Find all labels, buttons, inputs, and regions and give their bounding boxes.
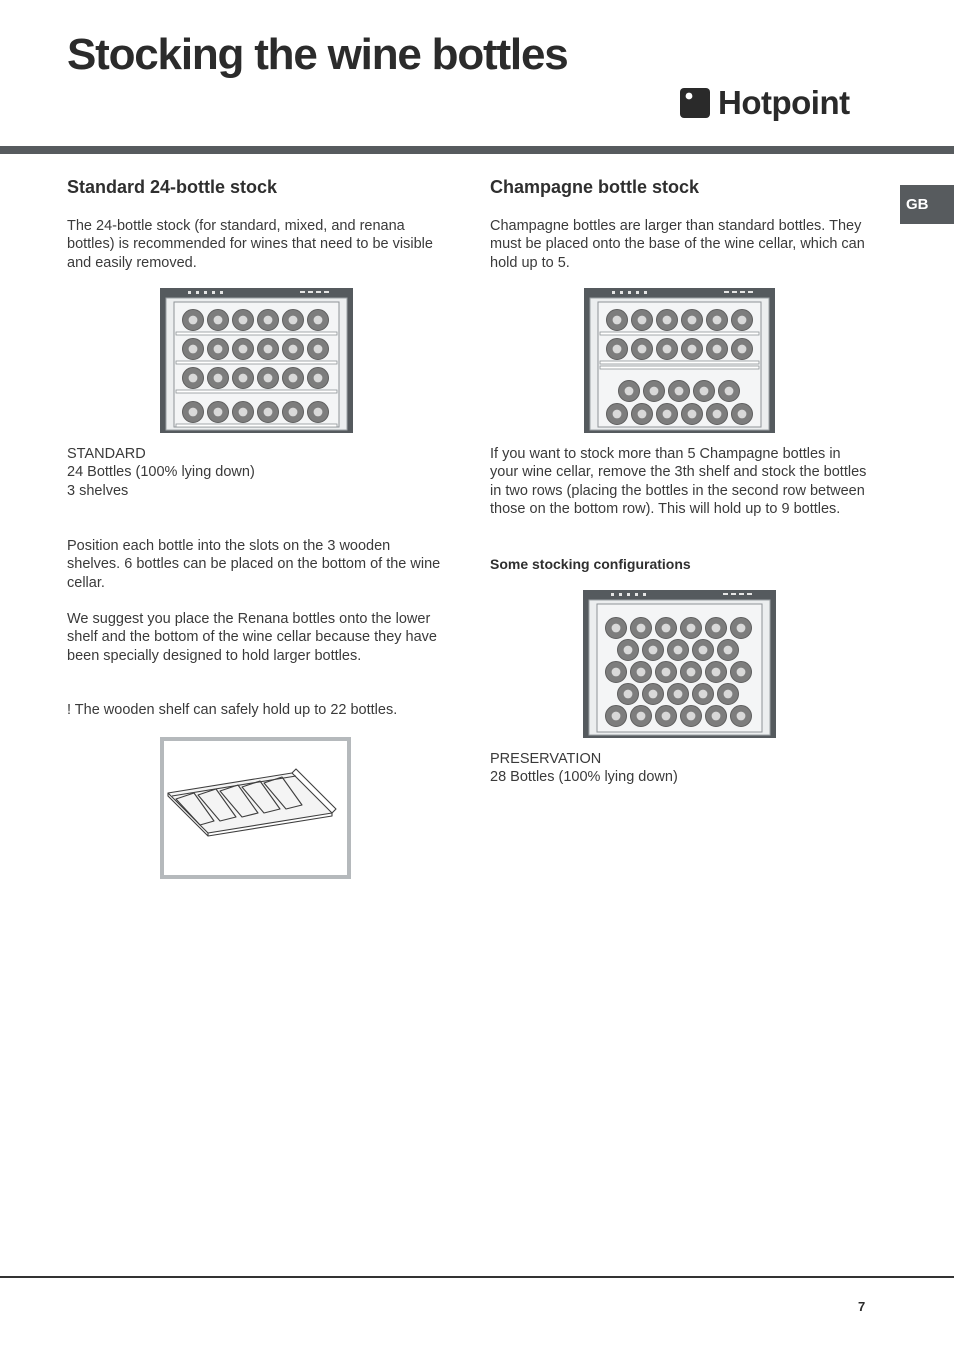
control-dot <box>731 593 736 595</box>
shelf-line <box>176 424 337 427</box>
bottle-neck <box>612 624 621 633</box>
preservation-figure-caption <box>490 750 678 787</box>
bottle-neck <box>675 387 684 396</box>
bottle-neck <box>687 712 696 721</box>
bottle-neck <box>612 712 621 721</box>
bottle-neck <box>738 316 747 325</box>
bottle-neck <box>688 410 697 419</box>
section-heading-standard: Standard 24-bottle stock <box>67 177 278 197</box>
bottle-neck <box>724 646 733 655</box>
bottle-neck <box>613 410 622 419</box>
bottle-neck <box>624 646 633 655</box>
bottle-neck <box>688 345 697 354</box>
bottle-neck <box>314 316 323 325</box>
wooden-shelf-figure <box>160 737 351 879</box>
bottle-neck <box>638 316 647 325</box>
bottle-neck <box>264 316 273 325</box>
bottle-neck <box>649 690 658 699</box>
bottle-neck <box>638 410 647 419</box>
bottle-neck <box>625 387 634 396</box>
caption-line: PRESERVATION <box>490 751 602 767</box>
page-number: 7 <box>858 1299 866 1314</box>
control-dot <box>643 593 646 596</box>
bottle-neck <box>637 668 646 677</box>
control-dot <box>723 593 728 595</box>
control-dot <box>747 593 752 595</box>
bottle-neck <box>638 345 647 354</box>
bottle-neck <box>289 316 298 325</box>
bottle-neck <box>713 316 722 325</box>
bottle-neck <box>662 712 671 721</box>
shelf-line <box>600 332 759 335</box>
bottle-neck <box>674 690 683 699</box>
bottle-neck <box>699 690 708 699</box>
bottle-neck <box>662 624 671 633</box>
bottle-neck <box>674 646 683 655</box>
control-dot <box>620 291 623 294</box>
bottle-neck <box>239 345 248 354</box>
bottle-neck <box>189 345 198 354</box>
language-tab[interactable]: GB <box>900 185 954 224</box>
bottle-neck <box>662 668 671 677</box>
caption-line: 28 Bottles (100% lying down) <box>490 769 678 786</box>
control-dot <box>739 593 744 595</box>
bottle-neck <box>649 646 658 655</box>
shelf-line <box>176 332 337 335</box>
shelf-line <box>600 361 759 364</box>
bottle-neck <box>663 316 672 325</box>
bottle-neck <box>264 374 273 383</box>
bottle-neck <box>314 374 323 383</box>
bottle-neck <box>189 316 198 325</box>
bottle-neck <box>264 408 273 417</box>
bottle-neck <box>239 316 248 325</box>
bottle-neck <box>699 646 708 655</box>
control-dot <box>748 291 753 293</box>
bottle-neck <box>214 345 223 354</box>
champagne-paragraph-1: If you want to stock more than 5 Champagne bottles in your wine cellar, remove the 3th shelf and stock the bottles in two rows (placing the bottles in the second row between those on the bottom row). This will hold up to 9 bottles. <box>490 446 867 517</box>
standard-paragraph-1: Position each bottle into the slots on the 3 wooden shelves. 6 bottles can be placed on the bottom of the wine cellar. <box>67 538 441 591</box>
control-dot <box>724 291 729 293</box>
hotpoint-logo-icon <box>680 88 710 118</box>
standard-paragraph-2: We suggest you place the Renana bottles onto the lower shelf and the bottom of the wine cellar because they have been specially designed to hold larger bottles. <box>67 611 437 664</box>
preservation-cellar-figure <box>583 590 776 738</box>
control-dot <box>611 593 614 596</box>
bottle-neck <box>650 387 659 396</box>
control-dot <box>324 291 329 293</box>
control-dot <box>220 291 223 294</box>
bottle-neck <box>663 345 672 354</box>
bottle-neck <box>713 410 722 419</box>
bottle-neck <box>738 345 747 354</box>
control-dot <box>636 291 639 294</box>
control-dot <box>300 291 305 293</box>
brand-logo <box>680 86 850 120</box>
control-dot <box>196 291 199 294</box>
caption-line: 3 shelves <box>67 482 129 499</box>
bottle-neck <box>239 374 248 383</box>
bottle-neck <box>687 624 696 633</box>
champagne-cellar-figure <box>584 288 775 433</box>
bottle-neck <box>712 712 721 721</box>
bottle-neck <box>712 668 721 677</box>
bottle-neck <box>737 712 746 721</box>
page-title: Stocking the wine bottles <box>67 30 568 79</box>
bottle-neck <box>289 345 298 354</box>
standard-figure-caption <box>67 445 255 500</box>
bottle-neck <box>687 668 696 677</box>
control-dot <box>628 291 631 294</box>
shelf-line <box>176 390 337 393</box>
bottle-neck <box>289 374 298 383</box>
control-dot <box>732 291 737 293</box>
caption-line: 24 Bottles (100% lying down) <box>67 464 255 481</box>
caption-line: STANDARD <box>67 446 146 462</box>
bottle-neck <box>214 374 223 383</box>
control-dot <box>619 593 622 596</box>
control-dot <box>740 291 745 293</box>
bottle-neck <box>663 410 672 419</box>
bottle-neck <box>725 387 734 396</box>
configurations-subheading: Some stocking configurations <box>490 556 691 572</box>
standard-intro: The 24-bottle stock (for standard, mixed, and renana bottles) is recommended for wines that need to be visible and easily removed. <box>67 218 433 271</box>
bottle-neck <box>613 345 622 354</box>
bottle-neck <box>314 345 323 354</box>
bottle-neck <box>314 408 323 417</box>
standard-cellar-figure <box>160 288 353 433</box>
bottle-neck <box>637 624 646 633</box>
bottle-neck <box>737 624 746 633</box>
bottle-neck <box>700 387 709 396</box>
bottle-neck <box>712 624 721 633</box>
champagne-intro: Champagne bottles are larger than standard bottles. They must be placed onto the base of the wine cellar, which can hold up to 5. <box>490 218 865 271</box>
header-divider <box>0 146 954 154</box>
bottle-neck <box>214 408 223 417</box>
bottle-neck <box>612 668 621 677</box>
control-dot <box>635 593 638 596</box>
bottle-neck <box>189 374 198 383</box>
control-dot <box>308 291 313 293</box>
bottle-neck <box>613 316 622 325</box>
shelf-line <box>176 361 337 364</box>
shelf-line <box>600 366 759 369</box>
bottle-neck <box>264 345 273 354</box>
control-dot <box>204 291 207 294</box>
section-heading-champagne: Champagne bottle stock <box>490 177 700 197</box>
control-dot <box>644 291 647 294</box>
control-dot <box>627 593 630 596</box>
bottle-neck <box>713 345 722 354</box>
bottle-neck <box>688 316 697 325</box>
wooden-shelf-illustration <box>164 741 347 875</box>
control-dot <box>316 291 321 293</box>
bottle-neck <box>738 410 747 419</box>
control-dot <box>212 291 215 294</box>
bottle-neck <box>724 690 733 699</box>
shelf-warning: ! The wooden shelf can safely hold up to 22 bottles. <box>67 702 398 718</box>
bottle-neck <box>239 408 248 417</box>
bottle-neck <box>737 668 746 677</box>
control-dot <box>612 291 615 294</box>
footer-divider <box>0 1276 954 1278</box>
bottle-neck <box>624 690 633 699</box>
bottle-neck <box>214 316 223 325</box>
bottle-neck <box>189 408 198 417</box>
bottle-neck <box>637 712 646 721</box>
control-dot <box>188 291 191 294</box>
brand-name: Hotpoint <box>718 84 850 121</box>
bottle-neck <box>289 408 298 417</box>
